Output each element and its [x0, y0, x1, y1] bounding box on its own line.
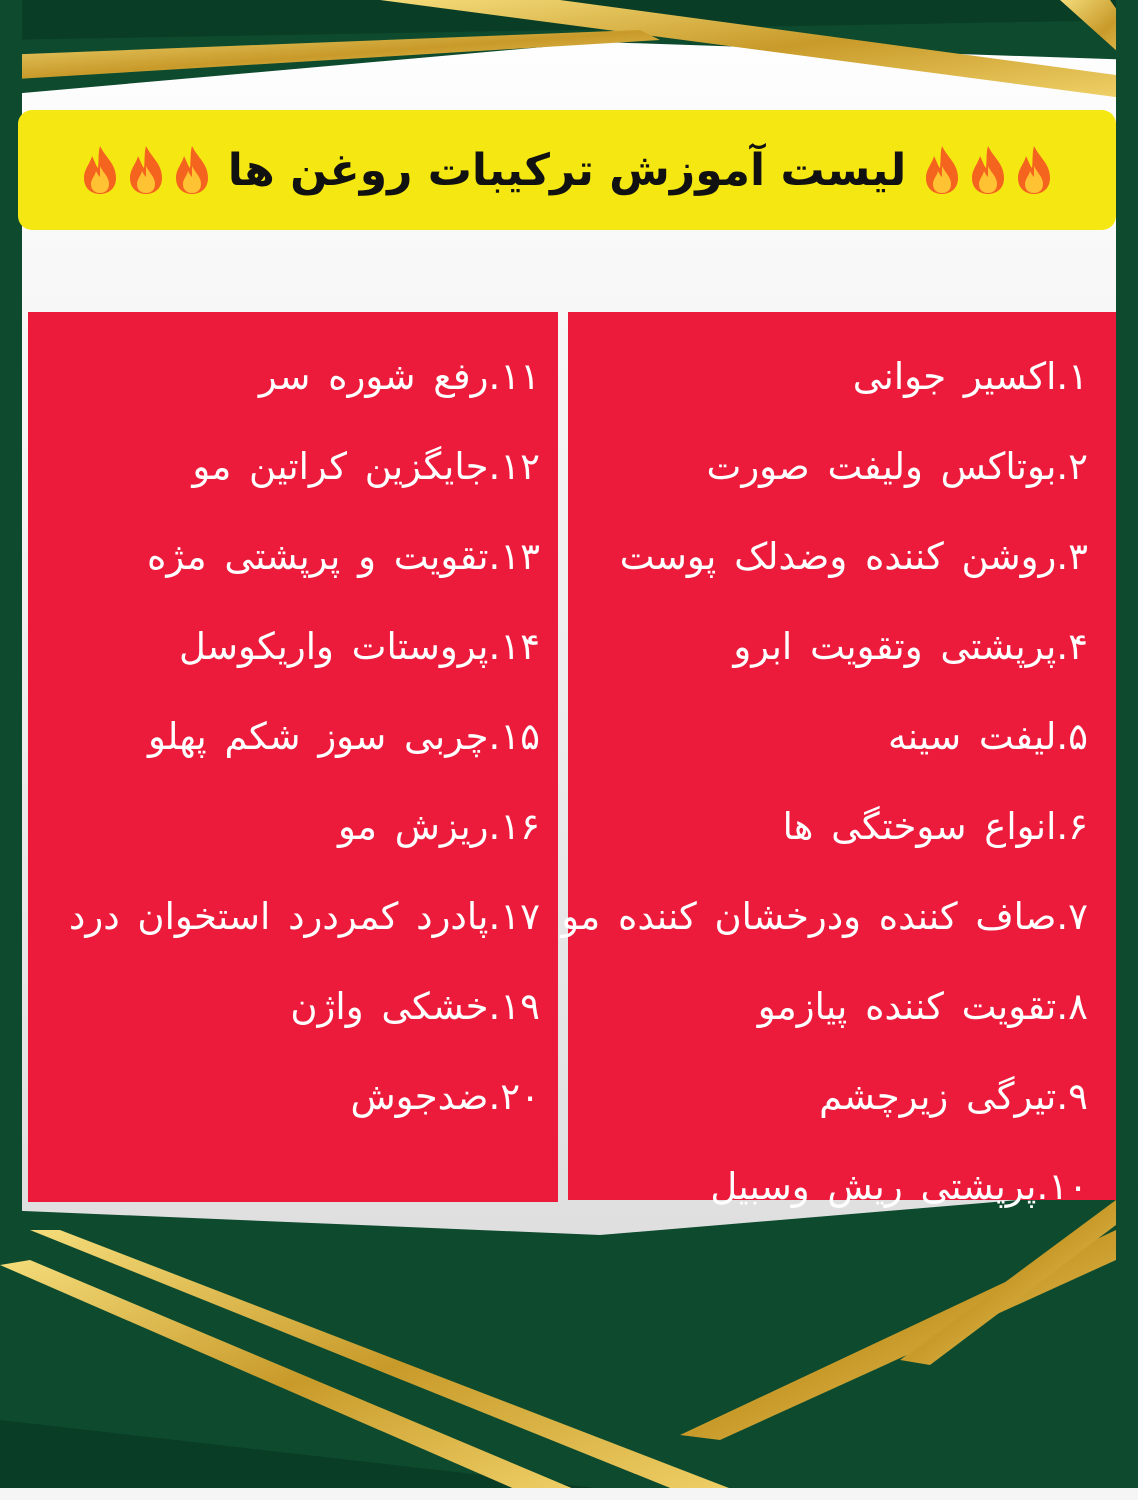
list-item: ۱۲.جایگزین کراتین مو: [192, 445, 540, 488]
list-item: ۱۶.ریزش مو: [338, 805, 540, 848]
list-item: ۲۰.ضدجوش: [350, 1075, 540, 1118]
list-item: ۸.تقویت کننده پیازمو: [757, 985, 1088, 1028]
flames-right: [922, 144, 1054, 196]
list-item: ۳.روشن کننده وضدلک پوست: [619, 535, 1088, 578]
list-item: ۱۳.تقویت و پرپشتی مژه: [146, 535, 540, 578]
list-item: ۶.انواع سوختگی ها: [782, 805, 1088, 848]
page-title: لیست آموزش ترکیبات روغن ها: [227, 144, 907, 196]
fire-icon: [126, 144, 166, 196]
fire-icon: [80, 144, 120, 196]
fire-icon: [922, 144, 962, 196]
list-item: ۱۴.پروستات واریکوسل: [178, 625, 540, 668]
list-item: ۵.لیفت سینه: [887, 715, 1088, 758]
fire-icon: [968, 144, 1008, 196]
list-item: ۱۵.چربی سوز شکم پهلو: [148, 715, 540, 758]
list-item: ۴.پرپشتی وتقویت ابرو: [733, 625, 1088, 668]
list-item: ۱.اکسیر جوانی: [852, 355, 1088, 398]
flames-left: [80, 144, 212, 196]
fire-icon: [1014, 144, 1054, 196]
list-item: ۱۰.پرپشتی ریش وسبیل: [710, 1165, 1088, 1208]
list-panel-right: [561, 312, 1116, 1208]
fire-icon: [172, 144, 212, 196]
title-banner: [18, 110, 1116, 230]
list-item: ۱۷.پادرد کمردرد استخوان درد: [68, 895, 540, 938]
list-item: ۹.تیرگی زیرچشم: [819, 1075, 1088, 1118]
list-item: ۱۹.خشکی واژن: [290, 985, 540, 1028]
list-item: ۱۱.رفع شوره سر: [258, 355, 540, 398]
list-item: ۲.بوتاکس ولیفت صورت: [706, 445, 1088, 488]
list-panel-left: [28, 312, 558, 1202]
list-item: ۷.صاف کننده ودرخشان کننده مو: [561, 895, 1088, 938]
